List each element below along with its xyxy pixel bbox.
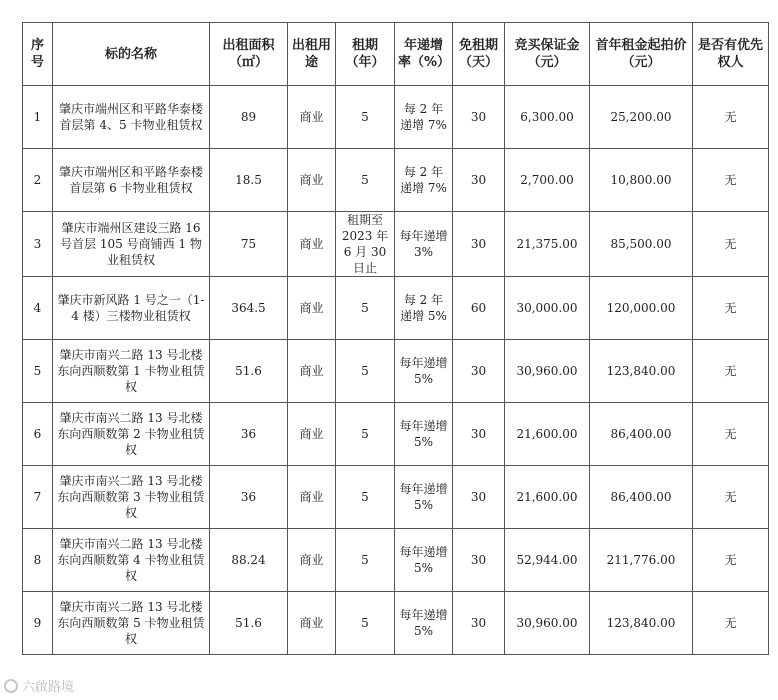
cell-term: 5 — [336, 277, 395, 340]
cell-use: 商业 — [288, 592, 336, 655]
cell-area: 18.5 — [210, 149, 288, 212]
cell-free: 60 — [453, 277, 505, 340]
header-area: 出租面积（㎡） — [210, 23, 288, 86]
table-row — [23, 592, 769, 655]
cell-term: 5 — [336, 466, 395, 529]
cell-seq: 6 — [23, 403, 53, 466]
cell-deposit: 30,960.00 — [505, 592, 590, 655]
cell-free: 30 — [453, 149, 505, 212]
cell-term: 5 — [336, 86, 395, 149]
cell-deposit: 30,960.00 — [505, 340, 590, 403]
cell-name: 肇庆市端州区和平路华泰楼首层第 6 卡物业租赁权 — [53, 149, 210, 212]
cell-name: 肇庆市南兴二路 13 号北楼东向西顺数第 3 卡物业租赁权 — [53, 466, 210, 529]
cell-term: 5 — [336, 403, 395, 466]
cell-deposit: 30,000.00 — [505, 277, 590, 340]
cell-increase: 每年递增 5% — [395, 403, 453, 466]
cell-term: 租期至 2023 年 6 月 30 日止 — [336, 212, 395, 277]
cell-name: 肇庆市新风路 1 号之一（1-4 楼）三楼物业租赁权 — [53, 277, 210, 340]
cell-name: 肇庆市南兴二路 13 号北楼东向西顺数第 1 卡物业租赁权 — [53, 340, 210, 403]
cell-area: 36 — [210, 466, 288, 529]
cell-term: 5 — [336, 529, 395, 592]
cell-priority: 无 — [693, 403, 769, 466]
cell-seq: 8 — [23, 529, 53, 592]
cell-increase: 每 2 年递增 5% — [395, 277, 453, 340]
cell-rent: 123,840.00 — [590, 340, 693, 403]
table-row — [23, 403, 769, 466]
cell-use: 商业 — [288, 466, 336, 529]
cell-rent: 85,500.00 — [590, 212, 693, 277]
cell-use: 商业 — [288, 86, 336, 149]
cell-increase: 每年递增 5% — [395, 592, 453, 655]
header-increase: 年递增率（%） — [395, 23, 453, 86]
cell-priority: 无 — [693, 277, 769, 340]
cell-priority: 无 — [693, 592, 769, 655]
cell-deposit: 2,700.00 — [505, 149, 590, 212]
cell-increase: 每年递增 5% — [395, 466, 453, 529]
cell-increase: 每年递增 5% — [395, 340, 453, 403]
cell-area: 51.6 — [210, 592, 288, 655]
cell-term: 5 — [336, 592, 395, 655]
watermark-logo-icon — [4, 679, 18, 693]
cell-use: 商业 — [288, 340, 336, 403]
cell-rent: 123,840.00 — [590, 592, 693, 655]
cell-free: 30 — [453, 212, 505, 277]
cell-use: 商业 — [288, 212, 336, 277]
lease-auction-table — [22, 22, 769, 655]
cell-area: 51.6 — [210, 340, 288, 403]
header-use: 出租用途 — [288, 23, 336, 86]
cell-increase: 每年递增 3% — [395, 212, 453, 277]
cell-rent: 86,400.00 — [590, 403, 693, 466]
cell-use: 商业 — [288, 277, 336, 340]
header-deposit: 竞买保证金（元） — [505, 23, 590, 86]
header-name: 标的名称 — [53, 23, 210, 86]
cell-free: 30 — [453, 403, 505, 466]
cell-name: 肇庆市南兴二路 13 号北楼东向西顺数第 4 卡物业租赁权 — [53, 529, 210, 592]
cell-free: 30 — [453, 529, 505, 592]
cell-priority: 无 — [693, 529, 769, 592]
cell-name: 肇庆市端州区和平路华泰楼首层第 4、5 卡物业租赁权 — [53, 86, 210, 149]
cell-free: 30 — [453, 592, 505, 655]
cell-area: 88.24 — [210, 529, 288, 592]
cell-seq: 4 — [23, 277, 53, 340]
cell-name: 肇庆市南兴二路 13 号北楼东向西顺数第 2 卡物业租赁权 — [53, 403, 210, 466]
table-row — [23, 466, 769, 529]
cell-seq: 1 — [23, 86, 53, 149]
cell-seq: 2 — [23, 149, 53, 212]
header-term: 租期（年） — [336, 23, 395, 86]
watermark — [4, 676, 74, 695]
table-row — [23, 277, 769, 340]
cell-area: 36 — [210, 403, 288, 466]
cell-rent: 120,000.00 — [590, 277, 693, 340]
header-seq: 序号 — [23, 23, 53, 86]
cell-deposit: 21,375.00 — [505, 212, 590, 277]
cell-rent: 10,800.00 — [590, 149, 693, 212]
cell-name: 肇庆市南兴二路 13 号北楼东向西顺数第 5 卡物业租赁权 — [53, 592, 210, 655]
cell-deposit: 6,300.00 — [505, 86, 590, 149]
cell-deposit: 21,600.00 — [505, 403, 590, 466]
cell-priority: 无 — [693, 466, 769, 529]
cell-seq: 9 — [23, 592, 53, 655]
cell-free: 30 — [453, 340, 505, 403]
table-row — [23, 529, 769, 592]
cell-rent: 86,400.00 — [590, 466, 693, 529]
cell-increase: 每 2 年递增 7% — [395, 149, 453, 212]
cell-use: 商业 — [288, 149, 336, 212]
cell-seq: 3 — [23, 212, 53, 277]
cell-use: 商业 — [288, 403, 336, 466]
cell-area: 364.5 — [210, 277, 288, 340]
cell-area: 75 — [210, 212, 288, 277]
table-row — [23, 149, 769, 212]
header-rent: 首年租金起拍价（元） — [590, 23, 693, 86]
table-row — [23, 86, 769, 149]
table-row — [23, 212, 769, 277]
header-priority: 是否有优先权人 — [693, 23, 769, 86]
cell-seq: 5 — [23, 340, 53, 403]
cell-name: 肇庆市端州区建设三路 16 号首层 105 号商铺西 1 物业租赁权 — [53, 212, 210, 277]
watermark-text: 六啟路境 — [22, 680, 75, 695]
cell-free: 30 — [453, 86, 505, 149]
cell-term: 5 — [336, 340, 395, 403]
cell-area: 89 — [210, 86, 288, 149]
cell-priority: 无 — [693, 86, 769, 149]
cell-priority: 无 — [693, 212, 769, 277]
cell-priority: 无 — [693, 340, 769, 403]
cell-free: 30 — [453, 466, 505, 529]
cell-deposit: 21,600.00 — [505, 466, 590, 529]
cell-term: 5 — [336, 149, 395, 212]
cell-priority: 无 — [693, 149, 769, 212]
header-row — [23, 23, 769, 86]
cell-rent: 211,776.00 — [590, 529, 693, 592]
cell-increase: 每 2 年递增 7% — [395, 86, 453, 149]
cell-increase: 每年递增 5% — [395, 529, 453, 592]
cell-use: 商业 — [288, 529, 336, 592]
header-free: 免租期（天） — [453, 23, 505, 86]
table-row — [23, 340, 769, 403]
cell-rent: 25,200.00 — [590, 86, 693, 149]
cell-deposit: 52,944.00 — [505, 529, 590, 592]
cell-seq: 7 — [23, 466, 53, 529]
